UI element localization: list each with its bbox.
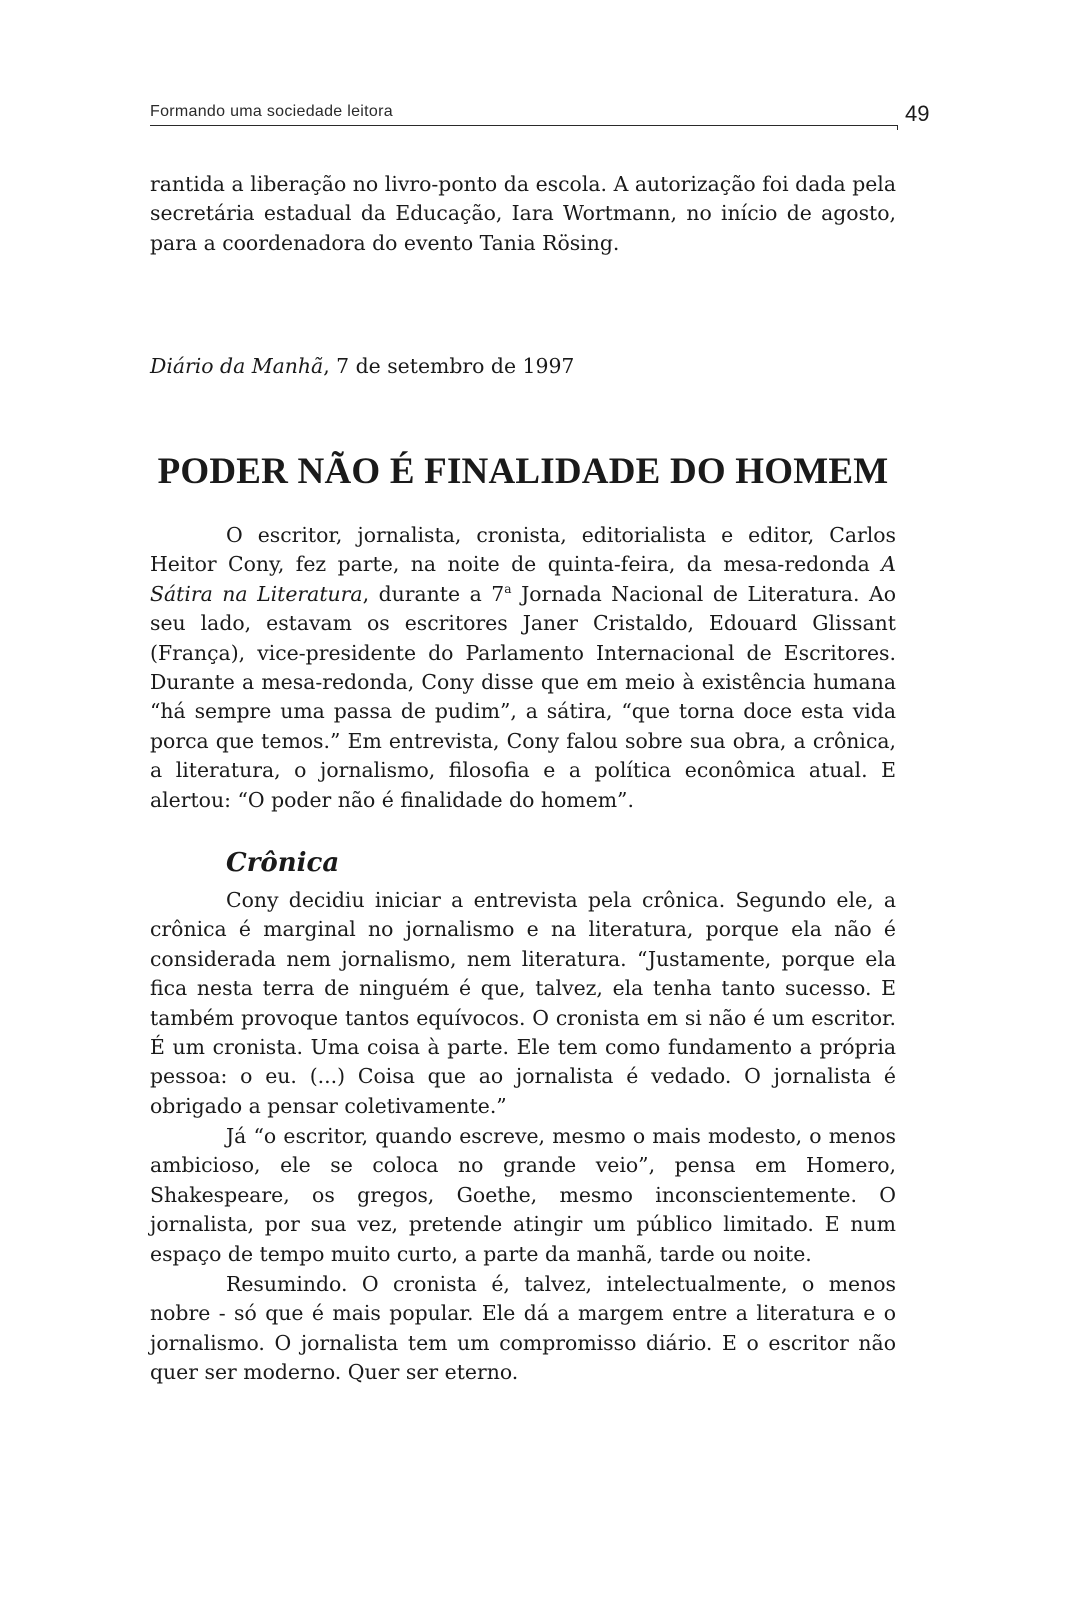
section-paragraph-1: Cony decidiu iniciar a entrevista pela crônica. Segundo ele, a crônica é marginal no jornalismo e na literatura, porque ela não é considerada nem jornalismo, nem literatura. “Justamente, porque ela fica nesta terra de ninguém é que, talvez, ela tenha tanto sucesso. E também provoque tantos equívocos. O cronista em si não é um escritor. É um cronista. Uma coisa à parte. Ele tem como fundamento a própria pessoa: o eu. (...) Coisa que ao jornalista é vedado. O jornalista é obrigado a pensar coletivamente.”	[150, 888, 896, 1118]
article-paragraph-1	[150, 521, 896, 815]
section-heading: Crônica	[226, 848, 340, 878]
article-headline: PODER NÃO É FINALIDADE DO HOMEM	[157, 451, 889, 492]
p1-text-c: Jornada Nacional de Literatura. Ao seu lado, estavam os escritores Janer Cristaldo, Edouard Glissant (França), vice-presidente do Parlamento Internacional de Escritores. Durante a mesa-redonda, Cony disse que em meio à existência humana “há sempre uma passa de pudim”, a sátira, “que torna doce esta vida porca que temos.” Em entrevista, Cony falou sobre sua obra, a crônica, a literatura, o jornalismo, filosofia e a política econômica atual. E alertou: “O poder não é finalidade do homem”.	[150, 581, 896, 812]
dateline	[150, 352, 574, 381]
p1-text-b: , durante a 7	[362, 581, 505, 606]
running-title: Formando uma sociedade leitora	[150, 103, 393, 120]
section-paragraph-3: Resumindo. O cronista é, talvez, intelectualmente, o menos nobre - só que é mais popular. Ele dá a margem entre a literatura e o jornalismo. O jornalista tem um compromisso diário. E o escritor não quer ser moderno. Quer ser eterno.	[150, 1272, 896, 1385]
p1-text-a: O escritor, jornalista, cronista, editorialista e editor, Carlos Heitor Cony, fez parte, na noite de quinta-feira, da mesa-redonda	[150, 523, 896, 577]
section-paragraph-2: Já “o escritor, quando escreve, mesmo o mais modesto, o menos ambicioso, ele se coloca no grande veio”, pensa em Homero, Shakespeare, os gregos, Goethe, mesmo inconscientemente. O jornalista, por sua vez, pretende atingir um público limitado. E num espaço de tempo muito curto, a parte da manhã, tarde ou noite.	[150, 1124, 896, 1266]
page-number: 49	[905, 101, 930, 126]
p1-work-title: A Sátira na Literatura	[150, 552, 896, 606]
intro-paragraph: rantida a liberação no livro-ponto da escola. A autorização foi dada pela secretária estadual da Educação, Iara Wortmann, no início de agosto, para a coordenadora do evento Tania Rösing.	[150, 172, 896, 255]
dateline-publication: Diário da Manhã	[150, 354, 324, 378]
p1-ordinal-superscript: a	[504, 582, 512, 597]
header-rule-tick	[897, 125, 899, 130]
running-header	[150, 103, 898, 126]
dateline-date: , 7 de setembro de 1997	[323, 354, 575, 378]
